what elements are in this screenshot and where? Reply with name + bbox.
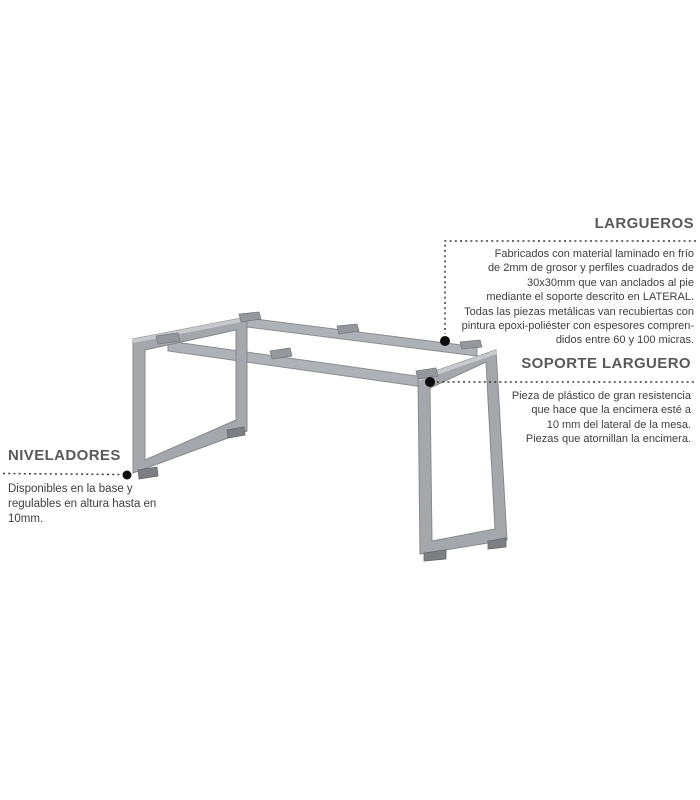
niveladores-description: [8, 482, 156, 527]
niveladores-text-line: regulables en altura hasta en: [8, 498, 157, 510]
largueros-description: [462, 247, 694, 348]
largueros-text-line: Fabricados con material laminado en frío: [494, 248, 694, 260]
largueros-heading: LARGUEROS: [594, 215, 694, 232]
largueros-text-line: 30x30mm que van anclados al pie: [527, 276, 694, 289]
largueros-text-line: Todas las piezas metálicas van recubiertas con: [464, 305, 694, 318]
soporte-text-line: 10 mm del lateral de la mesa.: [546, 418, 691, 431]
soporte-text-line: Pieza de plástico de gran resistencia: [511, 390, 691, 402]
soporte-larguero-annotation: [512, 356, 691, 447]
largueros-dot: [440, 336, 450, 346]
soporte-dot: [425, 377, 435, 387]
soporte-text-line: Piezas que atornillan la encimera.: [525, 433, 691, 446]
soporte-text-line: que hace que la encimera esté a: [531, 404, 691, 417]
niveladores-text-line: 10mm.: [8, 513, 44, 525]
niveladores-text-line: Disponibles en la base y: [8, 483, 133, 495]
largueros-text-line: de 2mm de grosor y perfiles cuadrados de: [487, 262, 694, 275]
largueros-text-line: mediante el soporte descrito en LATERAL.: [486, 291, 694, 304]
largueros-annotation: [462, 216, 694, 348]
soporte-larguero-heading: SOPORTE LARGUERO: [521, 355, 691, 372]
rail-front-larguero: [168, 341, 431, 388]
largueros-text-line: didos entre 60 y 100 micras.: [555, 334, 694, 347]
niveladores-heading: NIVELADORES: [8, 447, 121, 464]
largueros-text-line: pintura epoxi-poliéster con espesores compren-: [461, 320, 694, 333]
bracket-front-mid: [270, 348, 292, 359]
soporte-larguero-description: [512, 389, 691, 447]
niveladores-annotation: [8, 448, 156, 527]
